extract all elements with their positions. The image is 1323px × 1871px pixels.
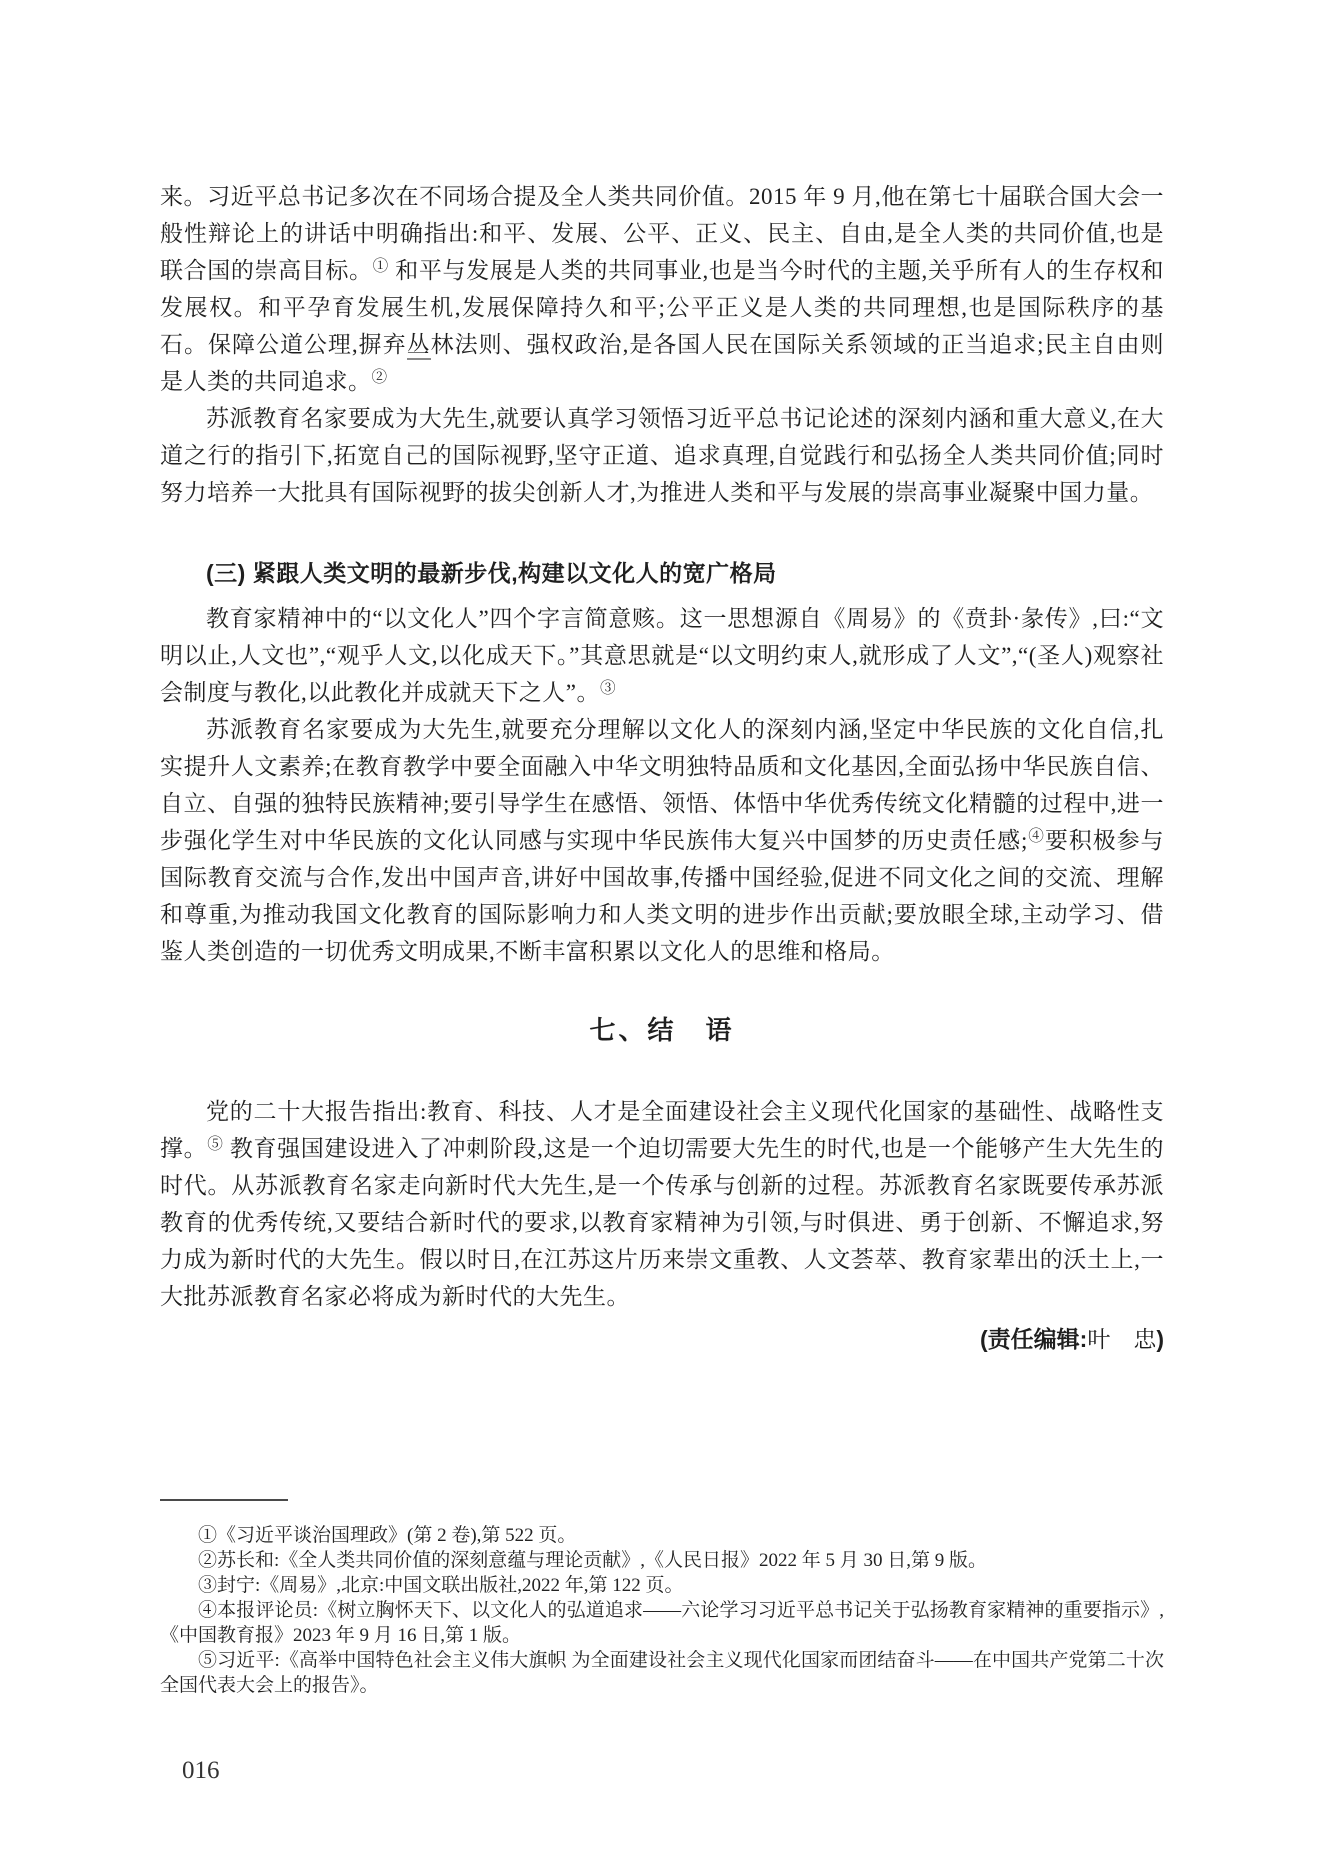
page-number: 016 <box>182 1757 220 1784</box>
footnote-marker: ② <box>371 368 388 386</box>
footnote-marker: ③ <box>599 679 617 697</box>
footnotes-section <box>160 1499 1164 1698</box>
bold-text: ) <box>1156 1326 1164 1352</box>
paragraph: 苏派教育名家要成为大先生,就要认真学习领悟习近平总书记论述的深刻内涵和重大意义,在大道之行的指引下,拓宽自己的国际视野,坚守正道、追求真理,自觉践行和弘扬全人类共同价值;同时努力培养一大批具有国际视野的拔尖创新人才,为推进人类和平与发展的崇高事业凝聚中国力量。 <box>160 406 1164 505</box>
footnote-divider <box>160 1499 288 1501</box>
footnote-4: ④本报评论员:《树立胸怀天下、以文化人的弘道追求——六论学习习近平总书记关于弘扬教育家精神的重要指示》,《中国教育报》2023 年 9 月 16 日,第 1 版。 <box>160 1600 1164 1646</box>
footnote-marker: ⑤ <box>207 1135 224 1153</box>
footnote-3: ③封宁:《周易》,北京:中国文联出版社,2022 年,第 122 页。 <box>198 1575 684 1596</box>
article-body <box>160 178 1164 1358</box>
paragraph: 苏派教育名家要成为大先生,就要充分理解以文化人的深刻内涵,坚定中华民族的文化自信,扎实提升人文素养;在教育教学中要全面融入中华文明独特品质和文化基因,全面弘扬中华民族自信、自立、自强的独特民族精神;要引导学生在感悟、领悟、体悟中华优秀传统文化精髓的过程中,进一步强化学生对中华民族的文化认同感与实现中华民族伟大复兴中国梦的历史责任感;④要积极参与国际教育交流与合作,发出中国声音,讲好中国故事,传播中国经验,促进不同文化之间的交流、理解和尊重,为推动我国文化教育的国际影响力和人类文明的进步作出贡献;要放眼全球,主动学习、借鉴人类创造的一切优秀文明成果,不断丰富积累以文化人的思维和格局。 <box>160 717 1165 964</box>
footnote-2: ②苏长和:《全人类共同价值的深刻意蕴与理论贡献》,《人民日报》2022 年 5 月 30 日,第 9 版。 <box>198 1550 988 1571</box>
footnote-marker: ① <box>372 257 389 275</box>
bold-text: (责任编辑: <box>980 1326 1088 1352</box>
conclusion-heading: 七、结 语 <box>589 1015 735 1045</box>
paragraph-continuation: 来。习近平总书记多次在不同场合提及全人类共同价值。2015 年 9 月,他在第七十届联合国大会一般性辩论上的讲话中明确指出:和平、发展、公平、正义、民主、自由,是全人类的共同价值,也是联合国的崇高目标。① 和平与发展是人类的共同事业,也是当今时代的主题,关乎所有人的生存权和发展权。和平孕育发展生机,发展保障持久和平;公平正义是人类的共同理想,也是国际秩序的基石。保障公道公理,摒弃丛林法则、强权政治,是各国人民在国际关系领域的正当追求;民主自由则是人类的共同追求。② <box>160 184 1165 394</box>
footnote-5: ⑤习近平:《高举中国特色社会主义伟大旗帜 为全面建设社会主义现代化国家而团结奋斗——在中国共产党第二十次全国代表大会上的报告》。 <box>160 1650 1164 1696</box>
footnote-marker: ④ <box>1027 827 1045 845</box>
section-heading: (三) 紧跟人类文明的最新步伐,构建以文化人的宽广格局 <box>206 560 777 586</box>
underlined-char: 丛 <box>407 332 431 360</box>
editor-credit: (责任编辑:叶 忠) <box>980 1326 1164 1352</box>
paragraph: 教育家精神中的“以文化人”四个字言简意赅。这一思想源自《周易》的《贲卦·彖传》,曰:“文明以止,人文也”,“观乎人文,以化成天下。”其意思就是“以文明约束人,就形成了人文”,“(圣人)观察社会制度与教化,以此教化并成就天下之人”。③ <box>160 606 1164 705</box>
paragraph: 党的二十大报告指出:教育、科技、人才是全面建设社会主义现代化国家的基础性、战略性支撑。⑤ 教育强国建设进入了冲刺阶段,这是一个迫切需要大先生的时代,也是一个能够产生大先生的时代。从苏派教育名家走向新时代大先生,是一个传承与创新的过程。苏派教育名家既要传承苏派教育的优秀传统,又要结合新时代的要求,以教育家精神为引领,与时俱进、勇于创新、不懈追求,努力成为新时代的大先生。假以时日,在江苏这片历来崇文重教、人文荟萃、教育家辈出的沃土上,一大批苏派教育名家必将成为新时代的大先生。 <box>160 1099 1165 1309</box>
footnote-1: ①《习近平谈治国理政》(第 2 卷),第 522 页。 <box>198 1525 577 1546</box>
